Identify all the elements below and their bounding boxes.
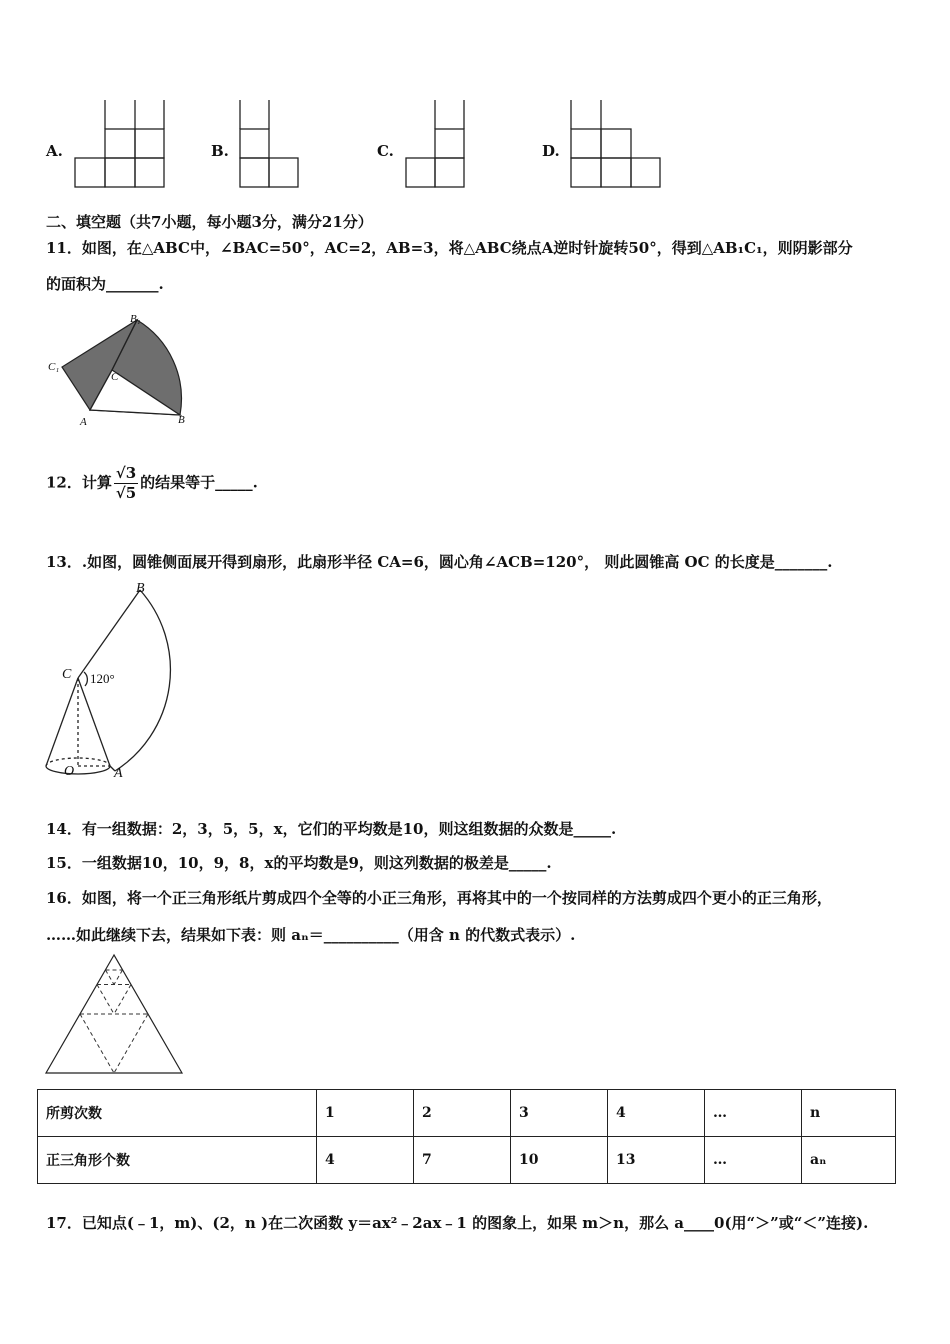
- label-a: A: [114, 766, 123, 781]
- table-cell: 所剪次数: [38, 1090, 317, 1137]
- table-cell: n: [802, 1090, 896, 1137]
- table-cell: …: [705, 1137, 802, 1184]
- section-heading: 二、填空题（共7小题，每小题3分，满分21分）: [46, 213, 373, 231]
- q17: 17．已知点(﹣1，m)、(2，n )在二次函数 y＝ax²﹣2ax﹣1 的图象上，如果 m＞n，那么 a____0(用“＞”或“＜”连接).: [46, 1214, 869, 1232]
- q11-figure: [44, 310, 194, 430]
- option-b-figure: [239, 99, 301, 191]
- data-table: [37, 1089, 896, 1184]
- label-b: B: [136, 581, 145, 596]
- q16-line1: 16．如图，将一个正三角形纸片剪成四个全等的小正三角形，再将其中的一个按同样的方法剪成四个更小的正三角形，: [46, 889, 832, 907]
- option-b-label: B.: [211, 142, 229, 160]
- table-cell: 正三角形个数: [38, 1137, 317, 1184]
- label-o: O: [64, 764, 75, 779]
- table-row: [38, 1137, 896, 1184]
- table-cell: 7: [414, 1137, 511, 1184]
- table-cell: 4: [608, 1090, 705, 1137]
- table-row: [38, 1090, 896, 1137]
- option-a-label: A.: [46, 142, 63, 160]
- table-cell: 10: [511, 1137, 608, 1184]
- q13: 13．.如图，圆锥侧面展开得到扇形，此扇形半径 CA=6，圆心角∠ACB=120°， 则此圆锥高 OC 的长度是_______.: [46, 553, 833, 571]
- table-cell: aₙ: [802, 1137, 896, 1184]
- option-c-label: C.: [377, 142, 394, 160]
- label-b1: B₁: [130, 313, 141, 325]
- q14: 14．有一组数据：2，3，5，5，x，它们的平均数是10，则这组数据的众数是_____.: [46, 820, 617, 838]
- q12: 12．计算 $\frac{√3}{√5}$ 的结果等于_____.: [46, 464, 258, 502]
- option-d-figure: [570, 99, 662, 191]
- table-cell: 4: [317, 1137, 414, 1184]
- q16-triangle-figure: [44, 953, 186, 1077]
- table-cell: 1: [317, 1090, 414, 1137]
- q13-figure: [44, 578, 194, 783]
- option-d-label: D.: [542, 142, 560, 160]
- table-cell: 2: [414, 1090, 511, 1137]
- angle-label: 120°: [90, 671, 115, 686]
- table-cell: 13: [608, 1137, 705, 1184]
- q15: 15．一组数据10，10，9，8，x的平均数是9，则这列数据的极差是_____.: [46, 854, 552, 872]
- option-c-figure: [405, 99, 467, 191]
- label-c: C: [62, 667, 72, 682]
- table-cell: …: [705, 1090, 802, 1137]
- q11-line1: 11．如图，在△ABC中，∠BAC=50°，AC=2，AB=3，将△ABC绕点A逆时针旋转50°，得到△AB₁C₁，则阴影部分: [46, 239, 853, 257]
- label-a: A: [80, 416, 87, 428]
- q12-fraction: $\frac{√3}{√5}$: [115, 464, 137, 502]
- label-c1: C₁: [48, 361, 60, 373]
- label-c: C: [111, 371, 119, 383]
- option-a-figure: [74, 99, 166, 191]
- q11-line2: 的面积为_______.: [46, 275, 164, 293]
- label-b: B: [178, 414, 185, 426]
- q16-line2: ……如此继续下去，结果如下表：则 aₙ＝__________（用含 n 的代数式表示）.: [46, 926, 576, 944]
- table-cell: 3: [511, 1090, 608, 1137]
